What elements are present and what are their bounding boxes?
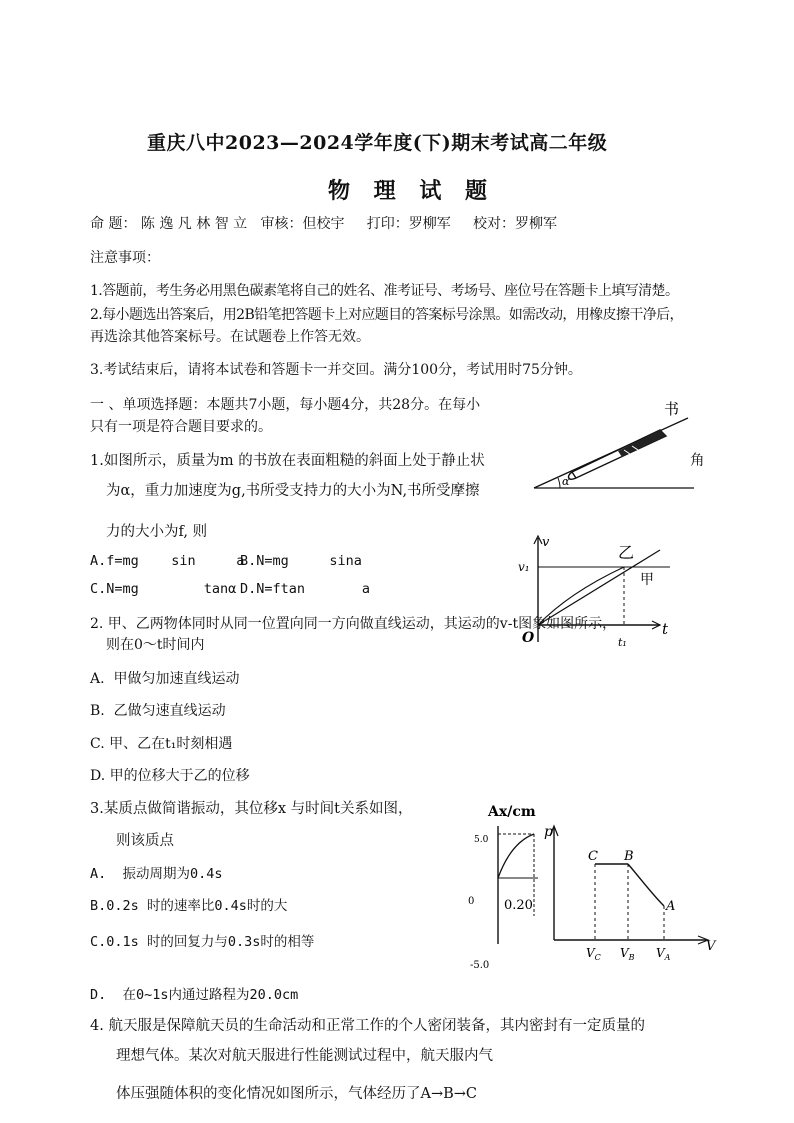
q4-stem: 理想气体。某次对航天服进行性能测试过程中，航天服内气 bbox=[116, 1048, 493, 1064]
t1-label: t₁ bbox=[618, 636, 627, 649]
B-label: B bbox=[624, 849, 634, 864]
q2-option-b: B. 乙做匀速直线运动 bbox=[90, 703, 226, 719]
note-item: 再选涂其他答案标号。在试题卷上作答无效。 bbox=[90, 329, 370, 345]
VA-label: $V_A$ bbox=[656, 946, 671, 962]
q2-vt-graph bbox=[512, 530, 688, 658]
q2-option-c: C. 甲、乙在t₁时刻相遇 bbox=[90, 736, 233, 752]
sine-curve bbox=[498, 834, 534, 878]
q3-stem: 则该质点 bbox=[116, 833, 174, 849]
tick-label: 0.20 bbox=[504, 898, 533, 913]
q2-stem: 则在0～t时间内 bbox=[106, 637, 205, 653]
q1-option-d: D.N=ftan a bbox=[240, 581, 371, 597]
section-heading: 一 、单项选择题：本题共7小题，每小题4分，共28分。在每小 bbox=[90, 397, 481, 413]
yi-label: 乙 bbox=[618, 543, 635, 562]
q3-xt-graph bbox=[462, 796, 552, 976]
v1-label: v₁ bbox=[518, 560, 530, 574]
q2-stem: 2. 甲、乙两物体同时从同一位置向同一方向做直线运动，其运动的v-t图象如图所示， bbox=[90, 616, 617, 632]
note-item: 1.答题前，考生务必用黑色碳素笔将自己的姓名、准考证号、考场号、座位号在答题卡上填写清楚。 bbox=[90, 283, 679, 299]
q1-option-b: B.N=mg sina bbox=[240, 553, 362, 569]
origin-label: O bbox=[522, 630, 535, 646]
B-to-A-curve bbox=[628, 864, 664, 906]
V-label: V bbox=[706, 939, 716, 954]
q1-option-c: C.N=mg tanα bbox=[90, 581, 237, 597]
q1-incline-figure bbox=[528, 392, 704, 496]
q4-pv-graph bbox=[540, 818, 716, 964]
v-label: v bbox=[542, 535, 550, 550]
q4-stem: 体压强随体积的变化情况如图所示，气体经历了A→B→C bbox=[116, 1086, 478, 1102]
section-heading-2: 只有一项是符合题目要求的。 bbox=[90, 419, 272, 435]
ymax-label: 5.0 bbox=[474, 835, 489, 845]
C-label: C bbox=[588, 849, 598, 864]
VC-label: $V_C$ bbox=[586, 946, 601, 962]
staff-line: 命 题： 陈 逸 凡 林 智 立 审核：但校宇 打印：罗柳军 校对：罗柳军 bbox=[90, 216, 558, 232]
q1-stem: 力的大小为f, 则 bbox=[106, 524, 208, 540]
book-label: 书 bbox=[664, 400, 680, 418]
q1-stem: 为α，重力加速度为g,书所受支持力的大小为N,书所受摩擦 bbox=[106, 483, 480, 499]
q3-option-a: A. 振动周期为0.4s bbox=[90, 866, 223, 882]
alpha-label: α bbox=[562, 475, 570, 488]
A-label: A bbox=[666, 899, 676, 914]
q3-option-d: D. 在0~1s内通过路程为20.0cm bbox=[90, 987, 299, 1003]
book-shape bbox=[569, 430, 666, 479]
x-axis-label: Ax/cm bbox=[488, 804, 536, 820]
q1-option-a: A.f=mg sin a bbox=[90, 553, 245, 569]
page-title: 重庆八中2023—2024学年度(下)期末考试高二年级 bbox=[147, 132, 608, 154]
zero-label: 0 bbox=[468, 896, 475, 907]
angle-arc bbox=[558, 478, 560, 488]
jia-label: 甲 bbox=[640, 572, 654, 588]
ymin-label: -5.0 bbox=[470, 960, 490, 971]
q1-stem: 1.如图所示，质量为m 的书放在表面粗糙的斜面上处于静止状 bbox=[90, 453, 485, 469]
q1-stem-tail: 角 bbox=[690, 453, 705, 469]
q4-stem: 4. 航天服是保障航天员的生命活动和正常工作的个人密闭装备，其内密封有一定质量的 bbox=[90, 1018, 645, 1034]
page-subtitle: 物 理 试 题 bbox=[328, 178, 495, 204]
notes-heading: 注意事项： bbox=[90, 250, 160, 266]
q2-option-d: D. 甲的位移大于乙的位移 bbox=[90, 768, 250, 784]
q3-option-c: C.0.1s 时的回复力与0.3s时的相等 bbox=[90, 934, 315, 950]
note-item: 3.考试结束后，请将本试卷和答题卡一并交回。满分100分，考试用时75分钟。 bbox=[90, 362, 582, 378]
VB-label: $V_B$ bbox=[620, 946, 635, 962]
t-label: t bbox=[662, 620, 669, 638]
q3-option-b: B.0.2s 时的速率比0.4s时的大 bbox=[90, 898, 288, 914]
q2-option-a: A. 甲做匀加速直线运动 bbox=[90, 671, 240, 687]
p-label: p bbox=[544, 824, 553, 840]
note-item: 2.每小题选出答案后，用2B铅笔把答题卡上对应题目的答案标号涂黑。如需改动，用橡皮擦干净后， bbox=[90, 307, 683, 323]
q3-stem: 3.某质点做简谐振动，其位移x 与时间t关系如图， bbox=[90, 801, 413, 817]
curve bbox=[538, 567, 624, 625]
